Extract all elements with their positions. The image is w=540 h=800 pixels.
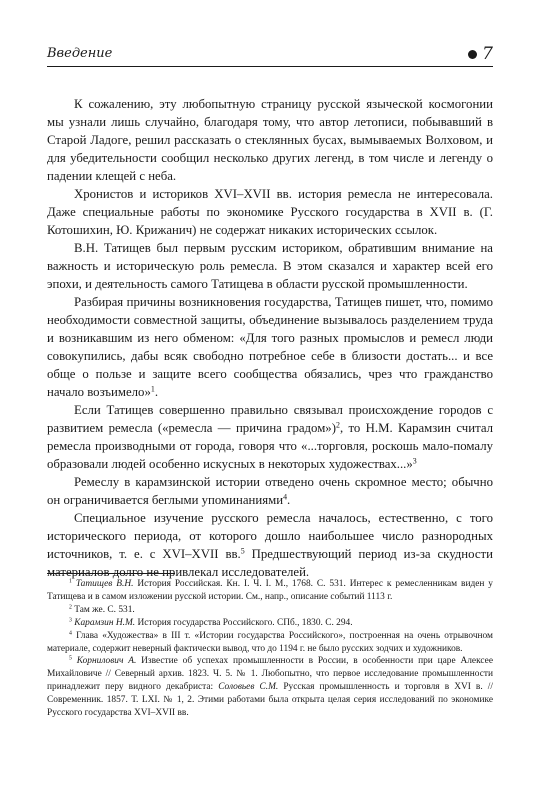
footnote-ref-3: 3 [412,456,417,466]
paragraph-1: К сожалению, эту любопытную страницу русской языческой космогонии мы узнали лишь случайно, благодаря тому, что автор летописи, побывавший в Старой Ладоге, решил рассказать о стеклянных бусах, вымываемых Волховом, и для убедительности сообщил несколько других легенд, в том числе и легенду о падении клещей с неба. [47,97,493,183]
paragraph-2: Хронистов и историков XVI–XVII вв. история ремесла не интересовала. Даже специальные работы по экономике Русского государства в XVII в. (Г. Котошихин, Ю. Крижанич) не содержат никаких исторических ссылок. [47,187,493,237]
paragraph-7: Специальное изучение русского ремесла началось, естественно, с того исторического периода, от которого дошло наибольшее число разнородных источников, т. е. с XVI–XVII вв.$^5$ Предшествующий период из-за скудности материалов долго не привлекал исследователей. [47,511,493,579]
page-number: 7 [482,44,493,64]
bullet-icon [468,50,477,59]
footnote-1: $^1$ Татищев В.Н. История Российская. Кн. I. Ч. I. М., 1768. С. 531. Интерес к ремесленникам виден у Татищева и в самом изложении русской истории. См., напр., описание событий 1113 г. [47,578,493,602]
paragraph-6: Ремеслу в карамзинской истории отведено очень скромное место; обычно он ограничивается беглыми упоминаниями$^4$. [47,475,493,507]
footnote-2: $^2$ Там же. С. 531. [69,604,135,615]
paragraph-4: Разбирая причины возникновения государства, Татищев пишет, что, помимо необходимости совместной защиты, объединение вызывалось разделением труда и возникавшим из него обменом: «Для того разных промыслов и ремесл люди совокупились, дабы всяк свободно потребное себе в близости достать... и все обще о пользе и защите всего сообщества обязались, чрез что гражданство начало возъимело»$^1$. [47,295,493,399]
footnote-4: $^4$ Глава «Художества» в III т. «Истории государства Российского», построенная на очень отрывочном материале, содержит неверный фактически вывод, что до 1194 г. не было русских зодчих и художников. [47,630,493,654]
header-rule [47,66,493,67]
footnotes [47,578,493,720]
main-text [47,95,493,581]
footnote-rule [47,573,175,574]
footnote-5: $^5$ Корнилович А. Известие об успехах промышленности в России, в особенности при царе Алексее Михайловиче // Северный архив. 1823. Ч. 5. № 1. Любопытно, что первое исследование промышленности принадлежит перу видного декабриста: Соловьев С.М. Русская промышленность и торговля в XVI в. // Современник. 1857. Т. LXI. № 1, 2. Этими работами была открыта целая серия исследований по экономике Русского государства XVI–XVII вв. [47,655,494,719]
footnote-ref-2: 2 [335,420,340,430]
footnote-3: $^3$ Карамзин Н.М. История государства Российского. СПб., 1830. С. 294. [69,617,353,628]
paragraph-5: Если Татищев совершенно правильно связывал происхождение городов с развитием ремесла («ремесла — причина градом»)$^2$, то Н.М. Карамзин считал ремесла производными от города, говоря что «...торговля, роскошь мало-помалу образовали людей особенно искусных в некоторых художествах...»$^3$ [47,403,493,471]
paragraph-3: В.Н. Татищев был первым русским историком, обратившим внимание на важность и историческую роль ремесла. В этом сказался и характер всей его эпохи, и деятельность самого Татищева в области русской промышленности. [47,241,493,291]
chapter-title: Введение [47,46,113,61]
running-head [47,44,493,66]
footnote-ref-1: 1 [150,384,155,394]
footnote-ref-4: 4 [283,492,288,502]
footnote-ref-5: 5 [240,546,245,556]
page-number-group [468,44,493,64]
